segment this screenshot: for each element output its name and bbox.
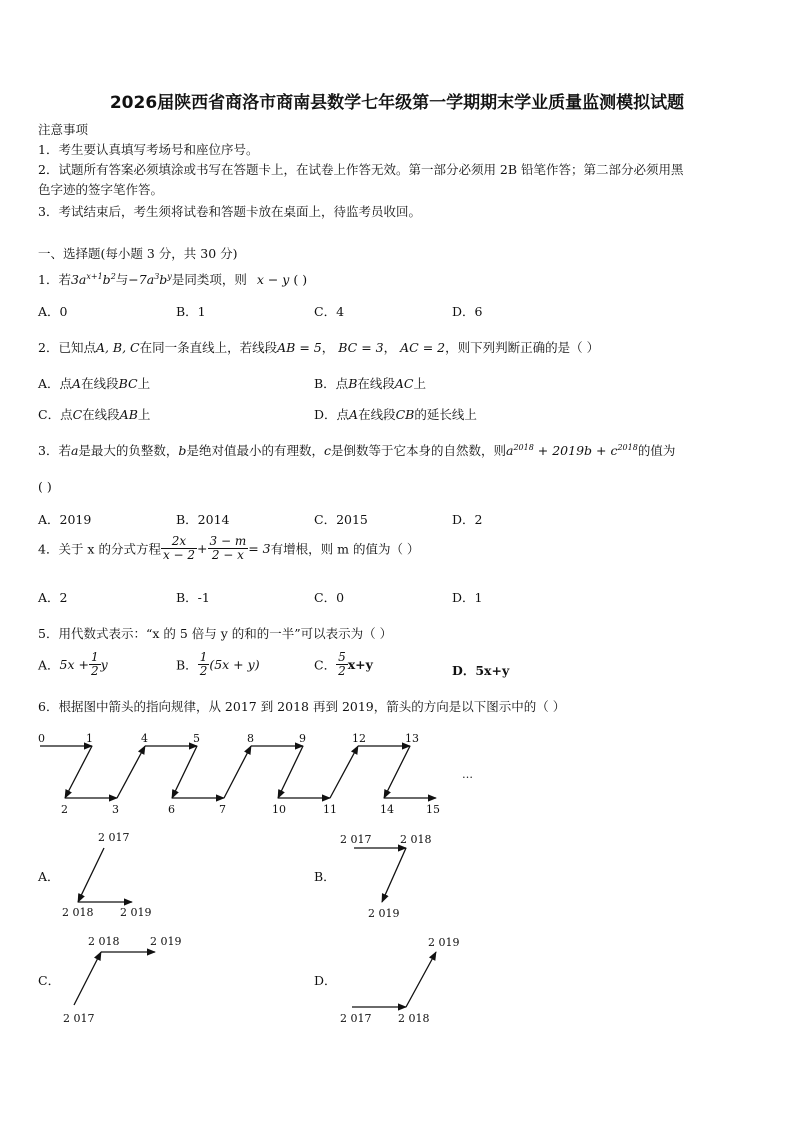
question-6: 6．根据图中箭头的指向规律，从 2017 到 2018 再到 2019，箭头的方向是以下图示中的（ ） xyxy=(38,699,566,714)
q1-pre: 1．若 xyxy=(38,272,71,287)
svg-text:2 018: 2 018 xyxy=(398,1012,430,1025)
notice-item: 色字迹的签字笔作答。 xyxy=(38,182,164,197)
q1-option-a[interactable]: A．0 xyxy=(38,304,68,319)
q5-option-d[interactable]: D．5x+y xyxy=(452,663,510,678)
notice-item: 1．考生要认真填写考场号和座位序号。 xyxy=(38,142,259,157)
notice-item: 2．试题所有答案必须填涂或书写在答题卡上，在试卷上作答无效。第一部分必须用 2B 铅笔作答；第二部分必须用黑 xyxy=(38,162,684,177)
q5-option-b[interactable]: B． $\frac{1}{2}$ (5x + y) xyxy=(176,650,260,678)
seq-label: 3 xyxy=(112,803,119,816)
seq-label: 15 xyxy=(426,803,440,816)
zigzag-labels xyxy=(38,732,473,816)
q6-arrow-figures xyxy=(0,720,794,1040)
q3-paren: ( ) xyxy=(38,479,52,494)
svg-text:D．: D． xyxy=(314,973,337,988)
seq-label: 6 xyxy=(168,803,175,816)
seq-label: 14 xyxy=(380,803,394,816)
question-5: 5．用代数式表示：“x 的 5 倍与 y 的和的一半”可以表示为（ ） xyxy=(38,626,393,641)
svg-text:2 017: 2 017 xyxy=(340,1012,372,1025)
seq-label: 4 xyxy=(141,732,148,745)
q1-mid: 与 xyxy=(115,272,129,287)
q3-option-b[interactable]: B．2014 xyxy=(176,512,230,527)
seq-label: 2 xyxy=(61,803,68,816)
q5-option-a[interactable]: A．5x + $\frac{1}{2}$ y xyxy=(38,650,108,678)
svg-text:2 019: 2 019 xyxy=(120,906,152,919)
svg-text:A．: A． xyxy=(38,869,60,884)
q3-option-a[interactable]: A．2019 xyxy=(38,512,92,527)
svg-text:C．: C． xyxy=(38,973,61,988)
svg-text:2 019: 2 019 xyxy=(150,935,182,948)
question-4: 4．关于 x 的分式方程 $\frac{2x}{x - 2}$ + $\frac{3 - m}{2 - x}$ = 3有增根，则 m 的值为（ ） xyxy=(38,534,420,562)
notice-item: 3．考试结束后，考生须将试卷和答题卡放在桌面上，待监考员收回。 xyxy=(38,204,421,219)
page-title: 2026届陕西省商洛市商南县数学七年级第一学期期末学业质量监测模拟试题 xyxy=(109,93,685,113)
seq-label: 0 xyxy=(38,732,45,745)
q2-option-c[interactable]: C．点C在线段AB上 xyxy=(38,407,151,422)
q4-option-a[interactable]: A．2 xyxy=(38,590,68,605)
seq-label: 12 xyxy=(352,732,366,745)
zigzag-pattern xyxy=(40,746,436,798)
q2-option-a[interactable]: A．点A在线段BC上 xyxy=(38,376,151,391)
q6-option-b-figure xyxy=(314,833,432,920)
svg-text:2 018: 2 018 xyxy=(400,833,432,846)
svg-text:2 019: 2 019 xyxy=(428,936,460,949)
section-heading: 一、选择题(每小题 3 分，共 30 分) xyxy=(38,246,238,261)
q3-expr: $a^{2018} + 2019b + c^{2018}$ xyxy=(505,442,638,458)
q6-option-d-figure xyxy=(314,936,460,1025)
seq-label: 9 xyxy=(299,732,306,745)
q1-option-c[interactable]: C．4 xyxy=(314,304,345,319)
seq-label: 1 xyxy=(86,732,93,745)
question-1 xyxy=(38,270,307,288)
svg-text:2 018: 2 018 xyxy=(62,906,94,919)
svg-text:2 019: 2 019 xyxy=(368,907,400,920)
q1-expr: x − y xyxy=(256,272,290,287)
q1-term1: $3a^{x+1}b^2$ xyxy=(70,271,116,287)
q4-fraction-2: $\frac{3 - m}{2 - x}$ xyxy=(209,534,247,562)
q1-post: 是同类项，则 xyxy=(171,272,247,287)
ellipsis: … xyxy=(462,768,473,781)
seq-label: 10 xyxy=(272,803,286,816)
question-3: 3．若a是最大的负整数，b是绝对值最小的有理数，c是倒数等于它本身的自然数，则$a^{2018} + 2019b + c^{2018}$的值为 xyxy=(38,442,676,458)
q6-option-a-figure xyxy=(37,831,152,919)
question-2: 2．已知点A, B, C在同一条直线上，若线段AB = 5， BC = 3， AC = 2，则下列判断正确的是（ ） xyxy=(38,340,600,355)
seq-label: 8 xyxy=(247,732,254,745)
q1-option-d[interactable]: D．6 xyxy=(452,304,483,319)
q4-option-c[interactable]: C．0 xyxy=(314,590,345,605)
q1-paren: ( ) xyxy=(293,272,308,287)
svg-text:2 017: 2 017 xyxy=(63,1012,95,1025)
svg-text:2 017: 2 017 xyxy=(340,833,372,846)
seq-label: 13 xyxy=(405,732,419,745)
q2-option-d[interactable]: D．点A在线段CB的延长线上 xyxy=(314,407,477,422)
q5-option-c[interactable]: C． $\frac{5}{2}$ x+y xyxy=(314,650,373,678)
q3-option-d[interactable]: D．2 xyxy=(452,512,483,527)
seq-label: 5 xyxy=(193,732,200,745)
svg-text:2 018: 2 018 xyxy=(88,935,120,948)
q6-option-c-figure xyxy=(38,935,182,1025)
q1-option-b[interactable]: B．1 xyxy=(176,304,206,319)
q3-option-c[interactable]: C．2015 xyxy=(314,512,368,527)
q4-fraction-1: $\frac{2x}{x - 2}$ xyxy=(162,534,196,562)
svg-text:B．: B． xyxy=(314,869,336,884)
seq-label: 7 xyxy=(219,803,226,816)
svg-text:2 017: 2 017 xyxy=(98,831,130,844)
q1-term2: $-7a^3b^y$ xyxy=(128,271,172,287)
q4-option-d[interactable]: D．1 xyxy=(452,590,483,605)
q4-option-b[interactable]: B．-1 xyxy=(176,590,210,605)
seq-label: 11 xyxy=(323,803,337,816)
q2-option-b[interactable]: B．点B在线段AC上 xyxy=(314,376,426,391)
notice-heading: 注意事项 xyxy=(38,122,89,137)
